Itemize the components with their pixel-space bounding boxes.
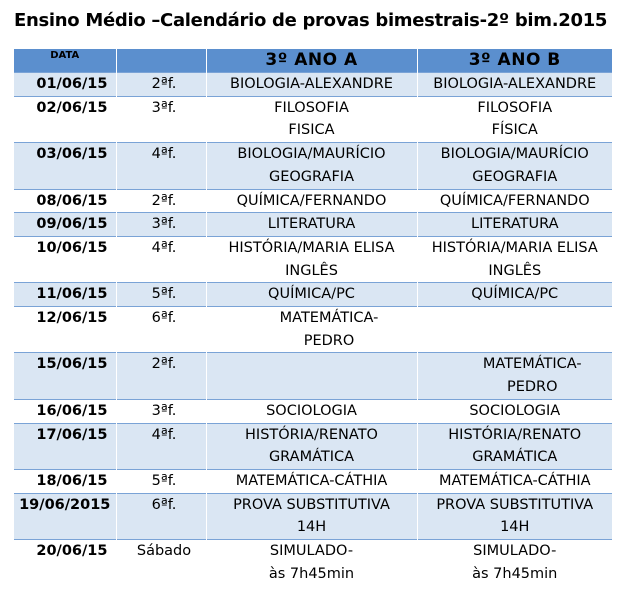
table-header-row — [14, 49, 612, 73]
class-b-exam-line: HISTÓRIA/RENATO — [448, 426, 582, 443]
table-row — [14, 236, 612, 282]
class-a-exam-line: SIMULADO- — [269, 543, 354, 560]
weekday: 5ªf. — [116, 283, 206, 307]
class-b-exam-line: 14H — [500, 519, 530, 536]
class-b-exam-line: MATEMÁTICA-CÁTHIA — [438, 472, 591, 489]
class-a-exam-line: QUÍMICA/FERNANDO — [236, 192, 387, 209]
class-a-exam — [206, 213, 417, 237]
class-a-exam — [206, 540, 417, 586]
class-b-exam-line: FILOSOFIA — [477, 99, 553, 116]
class-a-exam — [206, 353, 417, 399]
class-b-exam-line: SIMULADO- — [473, 543, 557, 560]
class-a-exam-line: GRAMÁTICA — [268, 449, 355, 466]
class-a-exam-line: BIOLOGIA-ALEXANDRE — [230, 76, 393, 92]
weekday: 2ªf. — [116, 353, 206, 399]
class-a-exam-line: BIOLOGIA/MAURÍCIO — [237, 146, 386, 163]
weekday: 3ªf. — [116, 96, 206, 142]
exam-date: 18/06/15 — [36, 472, 108, 489]
class-b-exam-line: QUÍMICA/FERNANDO — [439, 192, 590, 209]
table-row — [14, 283, 612, 307]
class-a-exam — [206, 283, 417, 307]
table-row — [14, 493, 612, 539]
class-a-exam-line: LITERATURA — [267, 216, 356, 233]
table-row — [14, 540, 612, 586]
class-b-exam — [417, 189, 612, 213]
exam-date: 03/06/15 — [14, 143, 116, 189]
exam-date: 08/06/15 — [36, 192, 108, 209]
class-b-exam-line: MATEMÁTICA- — [482, 356, 582, 373]
class-a-exam-line: MATEMÁTICA- — [279, 310, 379, 327]
weekday: 2ªf. — [116, 73, 206, 97]
class-b-column-header: 3º ANO B — [417, 49, 612, 73]
day-column-header — [116, 49, 206, 73]
weekday: Sábado — [116, 540, 206, 586]
class-b-exam — [417, 353, 612, 399]
exam-date: 11/06/15 — [14, 283, 116, 307]
class-b-exam — [417, 73, 612, 97]
exam-date: 12/06/15 — [36, 310, 108, 327]
class-a-exam — [206, 143, 417, 189]
weekday: 4ªf. — [116, 236, 206, 282]
class-a-exam-line: HISTÓRIA/RENATO — [245, 426, 378, 443]
exam-date: 09/06/15 — [14, 213, 116, 237]
class-b-exam-line: PROVA SUBSTITUTIVA — [436, 496, 594, 513]
class-b-exam-line: PEDRO — [506, 379, 558, 396]
class-a-exam — [206, 399, 417, 423]
exam-date: 01/06/15 — [14, 73, 116, 97]
class-a-exam-line: 14H — [296, 519, 327, 536]
weekday: 6ªf. — [116, 493, 206, 539]
class-b-exam — [417, 143, 612, 189]
exam-date: 16/06/15 — [36, 402, 108, 419]
class-b-exam-line: INGLÊS — [488, 262, 542, 279]
exam-date: 20/06/15 — [36, 543, 108, 560]
class-a-exam-line: PROVA SUBSTITUTIVA — [233, 496, 390, 513]
class-b-exam-line: às 7h45min — [472, 565, 558, 582]
weekday: 3ªf. — [116, 399, 206, 423]
class-b-exam-line: BIOLOGIA/MAURÍCIO — [440, 146, 589, 163]
class-a-exam — [206, 307, 417, 353]
table-row — [14, 399, 612, 423]
class-b-exam — [417, 399, 612, 423]
date-column-header: DATA — [14, 49, 116, 73]
exam-date: 10/06/15 — [36, 239, 108, 256]
exam-date: 15/06/15 — [14, 353, 116, 399]
weekday: 4ªf. — [116, 143, 206, 189]
class-a-exam-line: FILOSOFIA — [274, 99, 349, 116]
table-row — [14, 143, 612, 189]
class-a-exam — [206, 469, 417, 493]
class-a-exam — [206, 493, 417, 539]
class-a-column-header: 3º ANO A — [206, 49, 417, 73]
weekday: 6ªf. — [116, 307, 206, 353]
class-a-exam — [206, 96, 417, 142]
class-b-exam-line: FÍSICA — [491, 122, 538, 139]
class-a-exam-line: FISICA — [288, 122, 335, 139]
exam-date: 17/06/15 — [14, 423, 116, 469]
class-b-exam — [417, 423, 612, 469]
weekday: 3ªf. — [116, 213, 206, 237]
class-a-exam-line: SOCIOLOGIA — [266, 402, 357, 419]
class-a-exam — [206, 73, 417, 97]
class-b-exam-line: GEOGRAFIA — [472, 168, 558, 185]
table-row — [14, 213, 612, 237]
class-a-exam-line: HISTÓRIA/MARIA ELISA — [228, 239, 395, 256]
table-row — [14, 423, 612, 469]
class-b-exam — [417, 236, 612, 282]
table-row — [14, 353, 612, 399]
class-a-exam-line: PEDRO — [303, 332, 355, 349]
exam-schedule-table — [14, 49, 612, 585]
class-b-exam — [417, 213, 612, 237]
class-b-exam — [417, 283, 612, 307]
class-b-exam — [417, 469, 612, 493]
table-row — [14, 189, 612, 213]
class-a-exam — [206, 423, 417, 469]
class-a-exam — [206, 189, 417, 213]
table-row — [14, 469, 612, 493]
table-row — [14, 96, 612, 142]
class-b-exam — [417, 96, 612, 142]
class-b-exam — [417, 540, 612, 586]
class-b-exam-line: QUÍMICA/PC — [471, 286, 559, 303]
exam-date: 02/06/15 — [36, 99, 108, 116]
table-row — [14, 73, 612, 97]
class-b-exam-line: GRAMÁTICA — [472, 449, 558, 466]
table-row — [14, 307, 612, 353]
class-a-exam-line: GEOGRAFIA — [269, 168, 354, 185]
class-a-exam — [206, 236, 417, 282]
weekday: 5ªf. — [116, 469, 206, 493]
class-a-exam-line: QUÍMICA/PC — [268, 286, 355, 303]
class-b-exam-line: LITERATURA — [470, 216, 559, 233]
class-b-exam — [417, 493, 612, 539]
class-b-exam-line: HISTÓRIA/MARIA ELISA — [431, 239, 598, 256]
class-b-exam — [417, 307, 612, 353]
class-a-exam-line: INGLÊS — [285, 262, 338, 279]
class-b-exam-line: SOCIOLOGIA — [469, 402, 561, 419]
class-a-exam-line: MATEMÁTICA-CÁTHIA — [235, 472, 388, 489]
exam-date: 19/06/2015 — [14, 493, 116, 539]
weekday: 4ªf. — [116, 423, 206, 469]
weekday: 2ªf. — [116, 189, 206, 213]
class-a-exam-line: às 7h45min — [268, 565, 355, 582]
class-b-exam-line: BIOLOGIA-ALEXANDRE — [433, 76, 597, 92]
page-title: Ensino Médio –Calendário de provas bimestrais-2º bim.2015 — [14, 10, 608, 31]
